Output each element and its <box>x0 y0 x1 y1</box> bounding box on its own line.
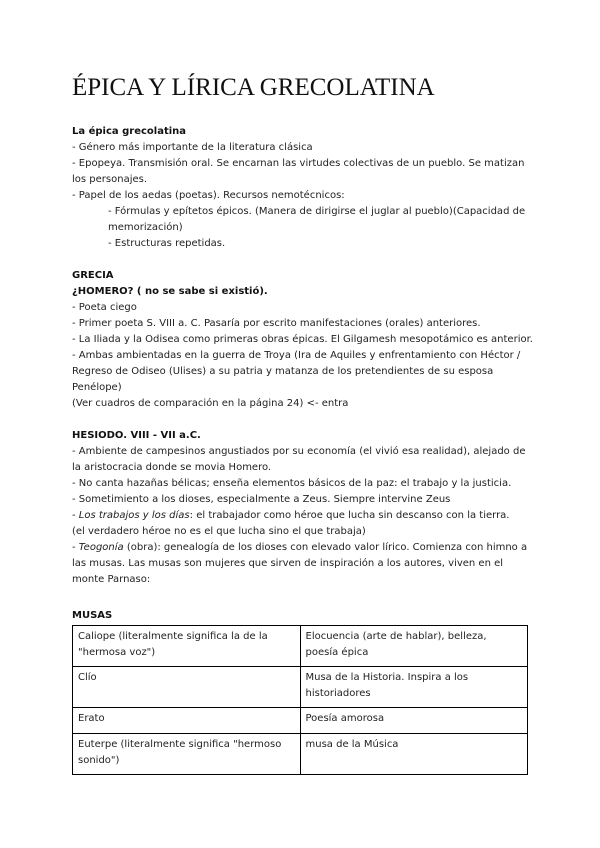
hesiodo-line-3: - Sometimiento a los dioses, especialmente a Zeus. Siempre intervine Zeus <box>72 494 451 505</box>
grecia-line-3: - La Iliada y la Odisea como primeras obras épicas. El Gilgamesh mesopotámico es anterior. <box>72 334 533 345</box>
work-title-trabajos: Los trabajos y los días <box>78 510 190 521</box>
table-row <box>73 734 528 775</box>
document-body <box>72 124 534 775</box>
hesiodo-line-1: - Ambiente de campesinos angustiados por su economía (el vivió esa realidad), alejado de la aristocracia donde se movia Homero. <box>72 446 526 473</box>
hesiodo-line-6-prefix: - <box>72 542 79 553</box>
grecia-line-4: - Ambas ambientadas en la guerra de Troya (Ira de Aquiles y enfrentamiento con Héctor / Regreso de Odiseo (Ulises) a su patria y matanza de los pretendientes de su esposa Penélope) <box>72 350 521 393</box>
page-title: ÉPICA Y LÍRICA GRECOLATINA <box>72 74 435 101</box>
table-row <box>73 667 528 708</box>
musa-name-cell: Euterpe (literalmente significa "hermoso sonido") <box>73 734 301 775</box>
musa-name-cell: Caliope (literalmente significa la de la "hermosa voz") <box>73 626 301 667</box>
hesiodo-line-2: - No canta hazañas bélicas; enseña elementos básicos de la paz: el trabajo y la justicia. <box>72 478 512 489</box>
epica-sub-1: - Fórmulas y epítetos épicos. (Manera de dirigirse el juglar al pueblo)(Capacidad de memorización) <box>108 206 526 233</box>
section-heading-musas: MUSAS <box>72 610 113 621</box>
musa-desc-cell: Poesía amorosa <box>300 708 528 734</box>
musas-table <box>72 625 528 775</box>
work-title-teogonia: Teogonía <box>78 542 124 553</box>
epica-line-2: - Epopeya. Transmisión oral. Se encarnan las virtudes colectivas de un pueblo. Se matizan los personajes. <box>72 158 525 185</box>
hesiodo-line-4-prefix: - <box>72 510 79 521</box>
musa-name-cell: Clío <box>73 667 301 708</box>
epica-line-3: - Papel de los aedas (poetas). Recursos nemotécnicos: <box>72 190 345 201</box>
musa-desc-cell: musa de la Música <box>300 734 528 775</box>
table-row <box>73 708 528 734</box>
table-row <box>73 626 528 667</box>
grecia-line-1: - Poeta ciego <box>72 302 137 313</box>
homero-heading: ¿HOMERO? ( no se sabe si existió). <box>72 286 268 297</box>
hesiodo-line-6-rest: (obra): genealogía de los dioses con elevado valor lírico. Comienza con himno a las musas. Las musas son mujeres que sirven de inspiración a los autores, viven en el monte Parnaso: <box>72 542 528 585</box>
section-heading-hesiodo: HESIODO. VIII - VII a.C. <box>72 430 201 441</box>
musa-desc-cell: Elocuencia (arte de hablar), belleza, poesía épica <box>300 626 528 667</box>
hesiodo-line-4-rest: : el trabajador como héroe que lucha sin descanso con la tierra. <box>189 510 510 521</box>
musa-desc-cell: Musa de la Historia. Inspira a los historiadores <box>300 667 528 708</box>
section-heading-grecia: GRECIA <box>72 270 114 281</box>
epica-sub-2: - Estructuras repetidas. <box>108 238 226 249</box>
hesiodo-line-6 <box>72 540 534 588</box>
hesiodo-line-5: (el verdadero héroe no es el que lucha sino el que trabaja) <box>72 526 366 537</box>
epica-line-1: - Género más importante de la literatura clásica <box>72 142 313 153</box>
grecia-line-2: - Primer poeta S. VIII a. C. Pasaría por escrito manifestaciones (orales) anteriores. <box>72 318 481 329</box>
musa-name-cell: Erato <box>73 708 301 734</box>
hesiodo-line-4 <box>72 508 534 524</box>
grecia-line-5: (Ver cuadros de comparación en la página 24) <- entra <box>72 398 349 409</box>
section-heading-epica: La épica grecolatina <box>72 126 187 137</box>
